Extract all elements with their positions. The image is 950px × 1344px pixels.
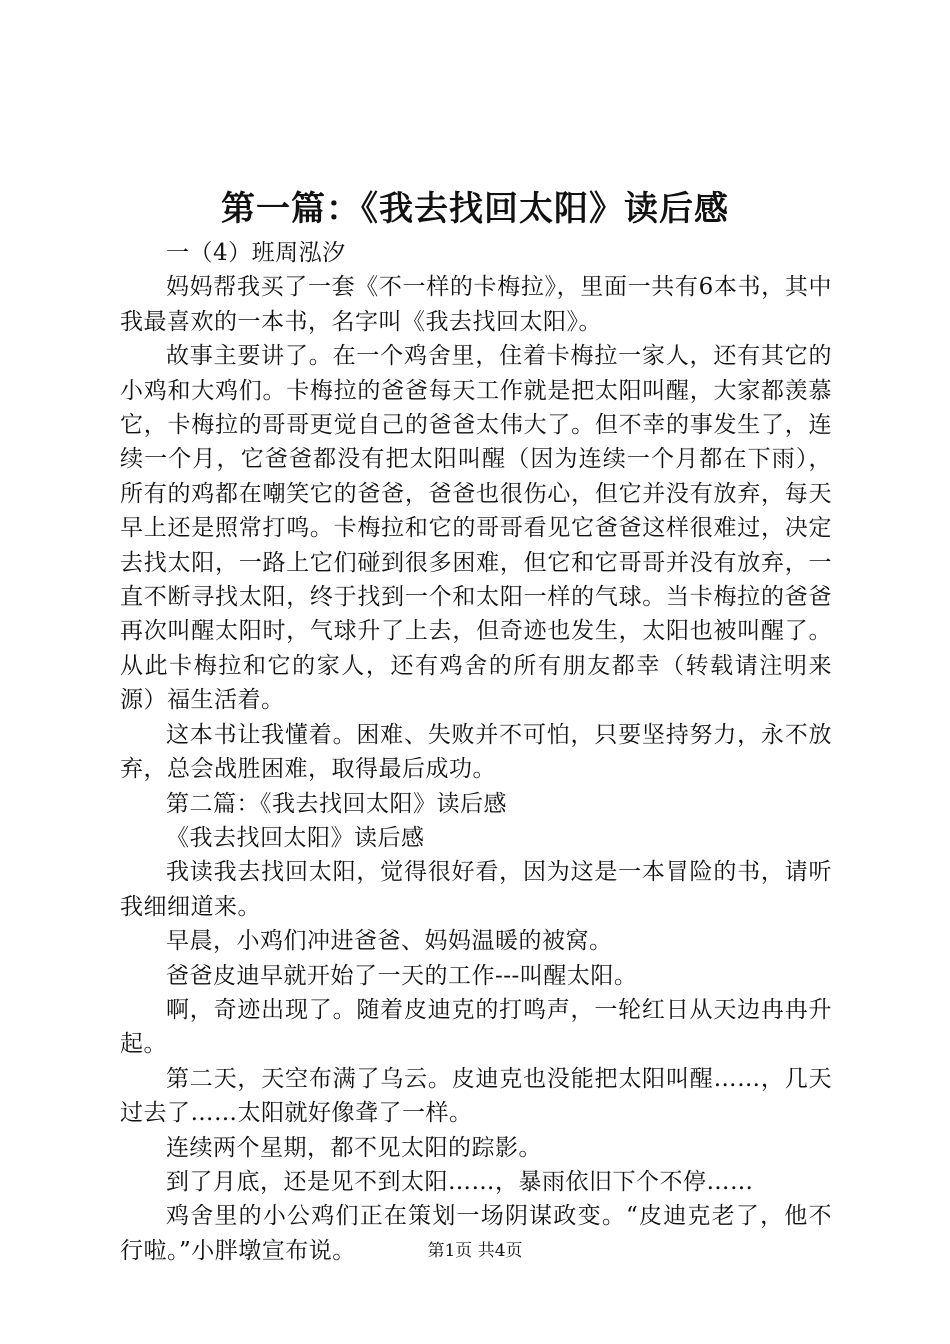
paragraph: 第二天，天空布满了乌云。皮迪克也没能把太阳叫醒……，几天过去了……太阳就好像聋了一样。 [120,1065,832,1127]
section-heading: 第二篇：《我去找回太阳》读后感 [166,790,507,817]
paragraph: 鸡舍里的小公鸡们正在策划一场阴谋政变。“皮迪克老了，他不行啦。”小胖墩宣布说。 [120,1203,832,1264]
paragraph: 这本书让我懂着。困难、失败并不可怕，只要坚持努力，永不放弃，总会战胜困难，取得最后成功。 [120,721,832,783]
paragraph: 妈妈帮我买了一套《不一样的卡梅拉》，里面一共有6本书，其中我最喜欢的一本书，名字叫《我去找回太阳》。 [120,274,832,335]
document-title: 第一篇：《我去找回太阳》读后感 [221,189,729,229]
paragraph: 爸爸皮迪早就开始了一天的工作---叫醒太阳。 [166,962,638,989]
page-number: 第1页 共4页 [427,1241,523,1261]
paragraph: 故事主要讲了。在一个鸡舍里，住着卡梅拉一家人，还有其它的小鸡和大鸡们。卡梅拉的爸爸每天工作就是把太阳叫醒，大家都羡慕它，卡梅拉的哥哥更觉自己的爸爸太伟大了。但不幸的事发生了，连续一个月，它爸爸都没有把太阳叫醒（因为连续一个月都在下雨），所有的鸡都在嘲笑它的爸爸，爸爸也很伤心，但它并没有放弃，每天早上还是照常打鸣。卡梅拉和它的哥哥看见它爸爸这样很难过，决定去找太阳，一路上它们碰到很多困难，但它和它哥哥并没有放弃，一直不断寻找太阳，终于找到一个和太阳一样的气球。当卡梅拉的爸爸再次叫醒太阳时，气球升了上去，但奇迹也发生，太阳也被叫醒了。从此卡梅拉和它的家人，还有鸡舍的所有朋友都幸（转载请注明来源）福生活着。 [120,343,832,714]
paragraph: 啊，奇迹出现了。随着皮迪克的打鸣声，一轮红日从天边冉冉升起。 [120,996,832,1058]
paragraph: 早晨，小鸡们冲进爸爸、妈妈温暖的被窝。 [166,928,613,955]
paragraph: 我读我去找回太阳，觉得很好看，因为这是一本冒险的书，请听我细细道来。 [120,859,832,920]
section-subheading: 《我去找回太阳》读后感 [166,824,425,851]
paragraph: 连续两个星期，都不见太阳的踪影。 [166,1134,542,1161]
document-body [120,236,832,1268]
author-line: 一（4）班周泓汐 [166,240,346,266]
paragraph: 到了月底，还是见不到太阳……，暴雨依旧下个不停…… [166,1168,754,1195]
